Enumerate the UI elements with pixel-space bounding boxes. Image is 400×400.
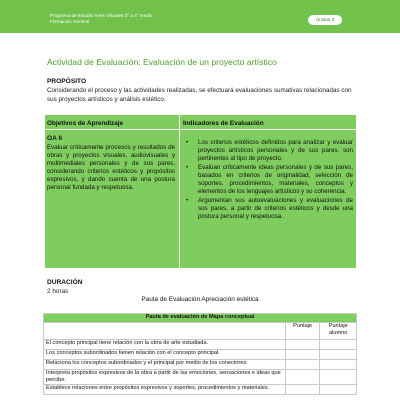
indicators-header: Indicadores de Evaluación	[183, 120, 264, 127]
table-row	[44, 340, 357, 350]
duracion-value: 2 horas	[47, 288, 69, 295]
bullet-icon: •	[186, 196, 189, 204]
puntaje-cell	[285, 340, 320, 350]
list-item: • Argumentan sus autoevaluaciones y evaluaciones de sus pares, a partir de criterios estéticos y desde una postura personal y respetuosa.	[186, 196, 353, 220]
table-row	[44, 314, 357, 323]
puntaje-alumno-cell	[320, 370, 357, 385]
table-divider	[179, 115, 180, 270]
puntaje-alumno-cell	[320, 384, 357, 394]
list-item: • Los criterios estéticos definidos para analizar y evaluar proyectos artísticos personales y de sus pares, son pertinentes al tipo de proyecto.	[186, 139, 353, 163]
criterion-cell: Los conceptos subordinados tienen relación con el concepto principal.	[44, 350, 286, 360]
criterion-cell: Interpreta propósitos expresivos de la obra a partir de las emociones, sensaciones e ideas que percibe.	[44, 370, 286, 385]
page-header	[0, 0, 400, 33]
oa-code: OA 6	[47, 135, 63, 142]
table-row	[44, 384, 357, 394]
puntaje-cell	[285, 384, 320, 394]
objectives-header: Objetivos de Aprendizaje	[47, 120, 124, 127]
rubric-table-title: Pauta de evaluación de Mapa conceptual	[44, 314, 357, 323]
list-item: • Evalúan críticamente ideas personales y de sus pares, basados en criterios de originalidad, selección de soportes, procedimientos, materiales, conceptos y elementos de los lenguajes artísticos y su coherencia.	[186, 163, 353, 196]
table-row	[44, 370, 357, 385]
oa-text: Evaluar críticamente procesos y resultados de obras y proyectos visuales, audiovisuales y multimediales personales y de sus pares, considerando criterios estéticos y propósitos expresivos, y dando cuenta de una postura personal fundada y respetuosa.	[47, 144, 175, 192]
puntaje-cell	[285, 350, 320, 360]
page-title: Actividad de Evaluación: Evaluación de un proyecto artístico	[47, 57, 277, 67]
puntaje-cell	[285, 370, 320, 385]
puntaje-cell	[285, 360, 320, 370]
duracion-label: DURACIÓN	[47, 279, 83, 286]
bullet-icon: •	[186, 163, 189, 171]
rubric-table	[43, 313, 357, 395]
table-row	[44, 360, 357, 370]
puntaje-header: Puntaje	[285, 323, 320, 340]
criterion-cell: El concepto principal tiene relación con la obra de arte estudiada.	[44, 340, 286, 350]
indicators-list	[183, 139, 353, 221]
objectives-table	[44, 114, 357, 269]
puntaje-alumno-cell	[320, 350, 357, 360]
table-row	[44, 323, 357, 340]
proposito-label: PROPÓSITO	[47, 78, 87, 85]
criterion-cell: Establece relaciones entre propósitos expresivos y soportes, procedimientos y materiales.	[44, 384, 286, 394]
table-cell	[44, 323, 286, 340]
table-row	[44, 350, 357, 360]
puntaje-alumno-cell	[320, 340, 357, 350]
bullet-icon: •	[186, 139, 189, 146]
program-name: Programa de Estudio Artes Visuales 3° a 4° medio Formación General	[50, 13, 153, 24]
puntaje-alumno-cell	[320, 360, 357, 370]
puntaje-alumno-header: Puntaje alumno	[320, 323, 357, 340]
pauta-title: Pauta de Evaluación Apreciación estética	[141, 296, 259, 303]
criterion-cell: Relaciona los conceptos subordinados y el principal por medio de los conectores.	[44, 360, 286, 370]
table-divider	[45, 129, 358, 130]
unit-badge: Unidad 3	[308, 15, 342, 25]
proposito-text: Considerando el proceso y las actividades realizadas, se efectuará evaluaciones sumativas relacionadas con sus proyectos artísticos y análisis estético.	[47, 87, 352, 103]
